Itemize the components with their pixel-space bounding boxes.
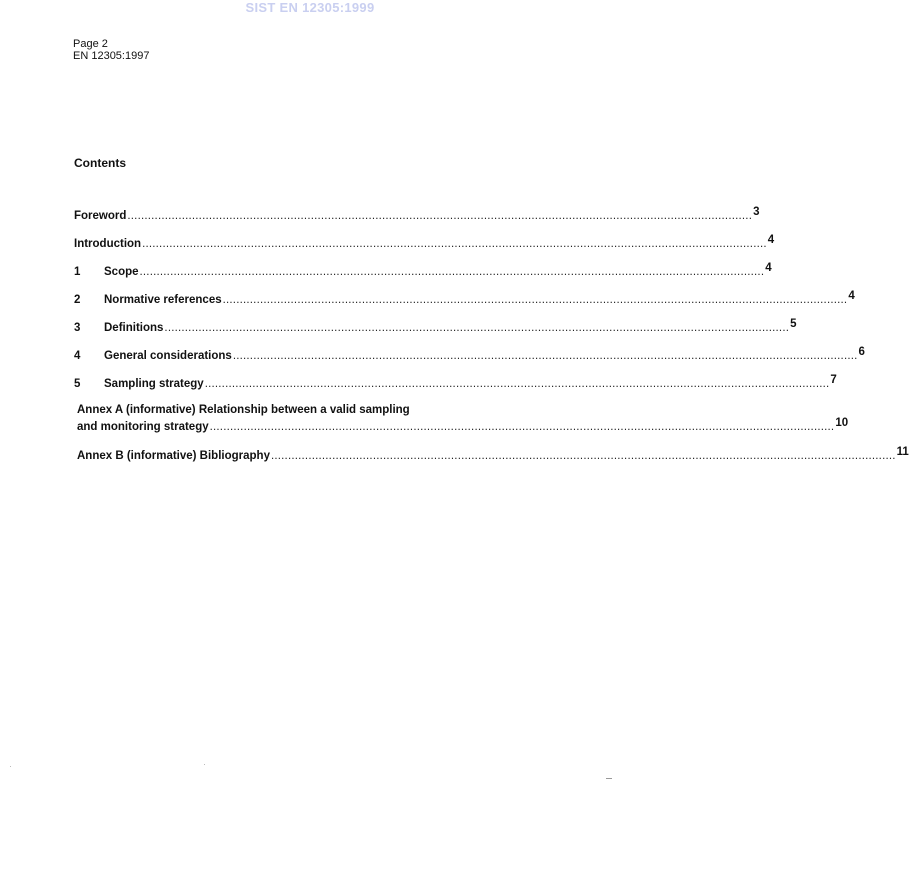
- scan-speck: [204, 764, 205, 765]
- scan-speck: [10, 766, 11, 767]
- toc-entry-scope[interactable]: [74, 262, 772, 279]
- toc-entry-title: Annex B (informative) Bibliography: [77, 450, 270, 462]
- document-watermark: SIST EN 12305:1999: [245, 0, 375, 15]
- toc-leader-dots: ........................................................................................................................................................................................: [204, 378, 830, 390]
- toc-entry-page: 7: [830, 374, 837, 386]
- toc-entry-number: 1: [74, 266, 81, 278]
- standard-reference: EN 12305:1997: [73, 50, 150, 62]
- toc-entry-normative-references[interactable]: [74, 290, 855, 307]
- scan-edge-mark: [606, 778, 612, 779]
- toc-entry-page: 3: [753, 206, 760, 218]
- toc-entry-page: 10: [835, 417, 849, 429]
- toc-entry-sampling-strategy[interactable]: [74, 374, 837, 391]
- toc-entry-page: 11: [896, 446, 909, 458]
- toc-entry-title: Sampling strategy: [104, 378, 204, 390]
- toc-annex-a-title-line1[interactable]: Annex A (informative) Relationship between a valid sampling: [77, 404, 410, 416]
- toc-entry-number: 3: [74, 322, 81, 334]
- toc-leader-dots: ........................................................................................................................................................................................: [142, 238, 767, 250]
- toc-leader-dots: ........................................................................................................................................................................................: [127, 210, 753, 222]
- toc-entry-title: Introduction: [74, 238, 142, 250]
- toc-leader-dots: ........................................................................................................................................................................................: [270, 450, 896, 462]
- toc-entry-annex-b[interactable]: [77, 446, 909, 463]
- toc-entry-general-considerations[interactable]: [74, 346, 865, 363]
- toc-entry-title: Definitions: [104, 322, 164, 334]
- toc-entry-title: and monitoring strategy: [77, 421, 209, 433]
- toc-leader-dots: ........................................................................................................................................................................................: [209, 421, 835, 433]
- contents-heading: Contents: [74, 156, 126, 170]
- toc-entry-title: Normative references: [104, 294, 222, 306]
- toc-entry-annex-a[interactable]: [77, 417, 849, 434]
- toc-leader-dots: ........................................................................................................................................................................................: [222, 294, 848, 306]
- toc-leader-dots: ........................................................................................................................................................................................: [232, 350, 858, 362]
- toc-entry-title: Foreword: [74, 210, 127, 222]
- toc-entry-page: 4: [767, 234, 775, 246]
- page-header: [73, 38, 149, 62]
- toc-entry-title: Scope: [104, 266, 139, 278]
- toc-entry-definitions[interactable]: [74, 318, 797, 335]
- toc-leader-dots: ........................................................................................................................................................................................: [164, 322, 790, 334]
- toc-entry-foreword[interactable]: [74, 206, 760, 223]
- toc-entry-page: 5: [790, 318, 797, 330]
- toc-entry-page: 6: [858, 346, 865, 358]
- toc-entry-number: 4: [74, 350, 81, 362]
- toc-entry-title: General considerations: [104, 350, 232, 362]
- toc-entry-page: 4: [848, 290, 855, 302]
- toc-entry-introduction[interactable]: [74, 234, 775, 251]
- toc-entry-number: 2: [74, 294, 81, 306]
- toc-entry-page: 4: [765, 262, 772, 274]
- toc-entry-number: 5: [74, 378, 81, 390]
- page-number-label: Page 2: [73, 38, 108, 50]
- toc-leader-dots: ........................................................................................................................................................................................: [139, 266, 765, 278]
